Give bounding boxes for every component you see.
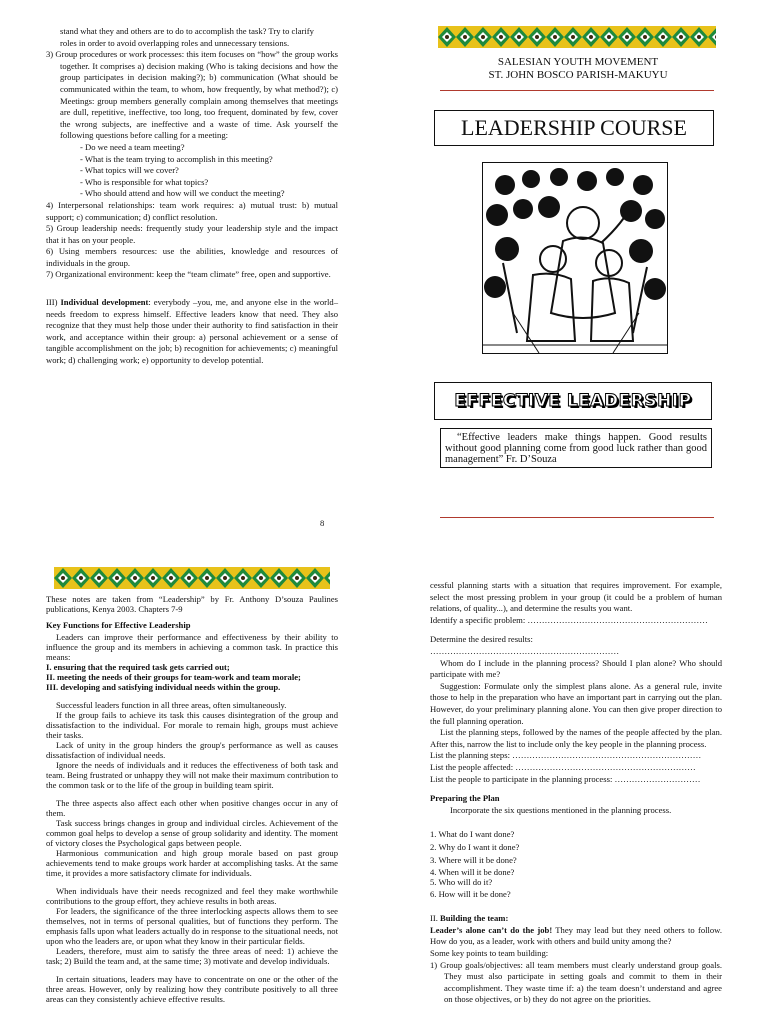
paragraph: Leaders, therefore, must aim to satisfy the three areas of need: 1) achieve the task; 2) Build the team and, at the same time; 3) motivate and develop individuals. (46, 945, 338, 966)
function-item: II. meeting the needs of their groups for team-work and team morale; (46, 671, 301, 682)
identify-problem-line: Identify a specific problem: ……………………………………………………… (430, 614, 708, 625)
section-label: II. (430, 913, 438, 924)
lead-text: They may lead but they need others to follow. How do you, as a leader, work with others and build unity among the? (430, 924, 722, 947)
paragraph: The three aspects also affect each other when positive changes occur in any of them. (46, 797, 338, 818)
parish-name: ST. JOHN BOSCO PARISH-MAKUYU (488, 69, 668, 81)
page-number: 8 (320, 518, 325, 528)
question-item: 6. How will it be done? (430, 889, 511, 900)
paragraph: Task success brings changes in group and individual circles. Achievement of the common goal helps to develop a sense of group solidarity and identity. The moment of victory closes the Psychological gaps between people. (46, 817, 338, 848)
question-item: - What is the team trying to accomplish in this meeting? (80, 153, 273, 164)
question-item: - Do we need a team meeting? (80, 141, 185, 152)
question-item: 1. What do I want done? (430, 829, 515, 840)
bold-lead: Leader’s alone can’t do the job! (430, 924, 553, 935)
subtitle-effective-leadership: EFFECTIVE LEADERSHIP (454, 391, 692, 411)
point-1-group-goals: 1) Group goals/objectives: all team members must clearly understand group goals. They must also participate in setting goals and commit to them in their accomplishment. They waste time if: a) the team doesn’t understand and agree on those objectives, or b) they do not agree on the priorities. (430, 959, 722, 1005)
paragraph-group-4 (46, 974, 338, 1004)
paragraph: Successful leaders function in all three areas, often simultaneously. (56, 699, 287, 710)
red-divider-bottom (440, 517, 714, 518)
list-participate-line: List the people to participate in the planning process: ………………………… (430, 773, 701, 784)
red-divider (440, 90, 714, 91)
decorative-band-bottom-left (54, 567, 330, 589)
leaders-alone-text (430, 925, 722, 948)
source-note: These notes are taken from “Leadership” by Fr. Anthony D’souza Paulines publications, Kenya 2003. Chapters 7-9 (46, 594, 338, 614)
roles-text (46, 26, 338, 49)
question-item: - Who should attend and how will we conduct the meeting? (80, 188, 285, 199)
paragraph-group-3 (46, 886, 338, 966)
course-title-box (434, 110, 714, 146)
planning-intro: cessful planning starts with a situation that requires improvement. For example, select the most pressing problem in your group (it could be a problem of human relations, of quality...), and determine the results you want. (430, 580, 722, 614)
text-line: stand what they and others are to do to accomplish the task? Try to clarify (60, 26, 314, 36)
list-steps-line: List the planning steps: ………………………………………………………… (430, 750, 702, 761)
functions-list (46, 662, 338, 692)
item-3-group-procedures: 3) Group procedures or work processes: this item focuses on “how” the group works together. It comprises a) decision making (Who is taking decisions and how the group participates in decision making?); b) communication (What should be communicated within the team, to whom, how frequently, by what method?); c) Meetings: group members generally complain among themselves that meetings are dull, repetitive, ineffective, too long, too frequent, dominated by few, cover the wrong subjects, are ineffective and a waste of time. Ask yourself the following questions before calling for a meeting: (46, 49, 338, 141)
paragraph: Lack of unity in the group hinders the group's performance as well as causes dissatisfaction of individual needs. (46, 739, 338, 760)
building-team-heading (430, 913, 722, 925)
subtitle-box (434, 382, 712, 420)
paragraph-group-1 (46, 700, 338, 790)
paragraph: Harmonious communication and high group morale based on past group achievements tend to make groups work harder at accomplishing tasks. At the same time, it provides a more satisfactory climate for individuals. (46, 847, 338, 878)
intro-text: Leaders can improve their performance and effectiveness by their ability to influence the group and its members in achieving a common task. In practice this means: (46, 631, 338, 662)
six-questions-list (430, 828, 722, 901)
section-title: Individual development (60, 297, 149, 308)
bottom-right-page (430, 580, 722, 1006)
desired-results-line: Determine the desired results: ………………………………………………………… (430, 634, 620, 656)
decorative-band-top-right (438, 26, 716, 48)
quote-box (440, 428, 712, 468)
section-title: Building the team: (440, 913, 509, 924)
list-steps-intro: List the planning steps, followed by the names of the people affected by the plan. After this, narrow the list to include only the key people in the planning process. (430, 727, 722, 749)
paragraph: Ignore the needs of individuals and it reduces the effectiveness of both task and team. Being frustrated or unhappy they will not make their maximum contribution to the common task or to the life of the group in building team spirit. (46, 759, 338, 790)
course-title: LEADERSHIP COURSE (461, 115, 687, 140)
crowd-illustration (482, 162, 668, 354)
key-points-line: Some key points to team building: (430, 948, 549, 959)
section-label: III) (46, 297, 58, 308)
key-functions-heading: Key Functions for Effective Leadership (46, 620, 191, 630)
paragraph: When individuals have their needs recognized and feel they make worthwhile contributions to the group effort, they achieve results in both areas. (46, 885, 338, 906)
meeting-questions (46, 142, 338, 200)
item-7-environment: 7) Organizational environment: keep the “team climate” free, open and supportive. (46, 269, 331, 280)
function-item: III. developing and satisfying individual needs within the group. (46, 681, 281, 692)
section-text: : everybody –you, me, and anyone else in the world– needs freedom to express himself. Effective leaders know that need. They also recognize that they must help those under their authority to find satisfaction in their work, and acceptance within their group: a) personal achievement or a sense of tangible accomplishment on the job; b) recognition for achievements; c) meaningful work; d) challenging work; e) opportunity to develop potential. (46, 297, 338, 366)
org-name: SALESIAN YOUTH MOVEMENT (497, 56, 659, 68)
suggestion-text: Suggestion: Formulate only the simplest plans alone. As a general rule, invite those to help in the preparation who have an important part in carrying out the plan. However, do your preliminary planning alone. You can then give proper direction to the full planning operation. (430, 680, 722, 726)
function-item: I. ensuring that the required task gets carried out; (46, 661, 230, 672)
quote-text: “Effective leaders make things happen. Good results without good planning come from good luck rather than good management” Fr. D’Souza (445, 432, 707, 465)
cover-header (440, 56, 716, 82)
diamond-pattern-icon (438, 26, 716, 48)
item-5-leadership-needs: 5) Group leadership needs: frequently study your leadership style and the impact that it has on your people. (46, 223, 338, 245)
question-item: 5. Who will do it? (430, 877, 493, 888)
question-item: 2. Why do I want it done? (430, 842, 520, 853)
section-3-individual-development (46, 297, 338, 367)
paragraph: In certain situations, leaders may have to concentrate on one or the other of the three areas. However, only by realizing how they contribute positively to all three areas can they consistently achieve effective results. (46, 973, 338, 1004)
paragraph: For leaders, the significance of the three interlocking aspects allows them to see themselves, not in terms of personal qualities, but of functions they perform. The emphasis falls upon what leaders actually do in response to the situational needs, not upon who the leaders are, or upon what they know in their particular fields. (46, 905, 338, 946)
item-4-interpersonal: 4) Interpersonal relationships: team work requires: a) mutual trust: b) mutual support; c) communication; d) conflict resolution. (46, 199, 338, 222)
question-item: - What topics will we cover? (80, 165, 179, 176)
bottom-left-page (46, 594, 338, 1004)
text-line: roles in order to avoid overlapping roles and unnecessary tensions. (60, 37, 290, 48)
diamond-pattern-icon (54, 567, 330, 589)
crowd-drawing-icon (483, 163, 667, 353)
whom-include-text: Whom do I include in the planning process? Should I plan alone? Who should participate with me? (430, 657, 722, 680)
item-6-members-resources: 6) Using members resources: use the abilities, knowledge and resources of individuals in the group. (46, 246, 338, 268)
question-item: - Who is responsible for what topics? (80, 176, 209, 187)
paragraph-group-2 (46, 798, 338, 878)
question-item: 3. Where will it be done? (430, 855, 517, 866)
question-item: 4. When will it be done? (430, 867, 515, 878)
top-left-page (46, 26, 338, 367)
paragraph: If the group fails to achieve its task this causes disintegration of the group and dissatisfaction to the individual. For morale to remain high, groups must achieve their tasks. (46, 709, 338, 740)
preparing-plan-text: Incorporate the six questions mentioned in the planning process. (450, 804, 672, 815)
list-affected-line: List the people affected: ……………………………………………………… (430, 761, 696, 772)
preparing-plan-heading: Preparing the Plan (430, 793, 500, 804)
